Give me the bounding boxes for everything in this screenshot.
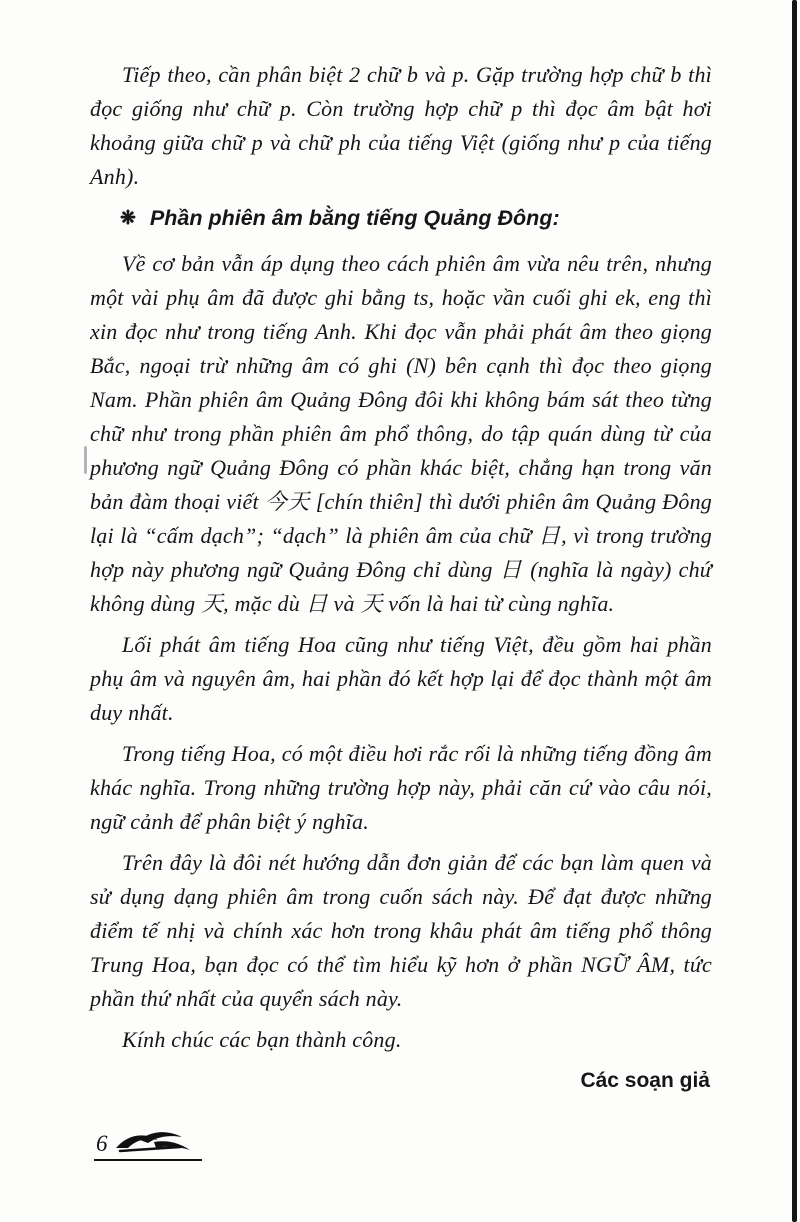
paragraph-intro: Tiếp theo, cần phân biệt 2 chữ b và p. Gặp trường hợp chữ b thì đọc giống như chữ p. Còn trường hợp chữ p thì đọc âm bật hơi khoảng giữa chữ p và chữ ph của tiếng Việt (giống như p của tiếng Anh). [90,62,712,189]
text-block [90,58,712,1093]
author-signature: Các soạn giả [580,1069,710,1092]
paragraph-body-2: Lối phát âm tiếng Hoa cũng như tiếng Việt, đều gồm hai phần phụ âm và nguyên âm, hai phần đó kết hợp lại để đọc thành một âm duy nhất. [90,632,712,725]
section-heading [90,201,712,237]
paragraph-body-3: Trong tiếng Hoa, có một điều hơi rắc rối là những tiếng đồng âm khác nghĩa. Trong những trường hợp này, phải căn cứ vào câu nói, ngữ cảnh để phân biệt ý nghĩa. [90,741,712,834]
paragraph-body-4: Trên đây là đôi nét hướng dẫn đơn giản để các bạn làm quen và sử dụng dạng phiên âm trong cuốn sách này. Để đạt được những điểm tế nhị và chính xác hơn trong khâu phát âm tiếng phổ thông Trung Hoa, bạn đọc có thể tìm hiểu kỹ hơn ở phần NGỮ ÂM, tức phần thứ nhất của quyển sách này. [90,850,712,1011]
scan-smudge-artifact [84,446,87,474]
section-heading-label: Phần phiên âm bằng tiếng Quảng Đông: [149,206,560,230]
page-number: 6 [96,1131,108,1156]
flower-bullet-icon: ❋ [120,208,136,229]
paragraph-closing: Kính chúc các bạn thành công. [122,1027,402,1052]
bird-flourish-icon [110,1128,196,1158]
page-footer [94,1128,202,1161]
paragraph-body-1: Về cơ bản vẫn áp dụng theo cách phiên âm vừa nêu trên, nhưng một vài phụ âm đã được ghi bằng ts, hoặc vần cuối ghi ek, eng thì xin đọc như trong tiếng Anh. Khi đọc vẫn phải phát âm theo giọng Bắc, ngoại trừ những âm có ghi (N) bên cạnh thì đọc theo giọng Nam. Phần phiên âm Quảng Đông đôi khi không bám sát theo từng chữ như trong phần phiên âm phổ thông, do tập quán dùng từ của phương ngữ Quảng Đông có phần khác biệt, chẳng hạn trong văn bản đàm thoại viết 今天 [chín thiên] thì dưới phiên âm Quảng Đông lại là “cấm dạch”; “dạch” là phiên âm của chữ 日, vì trong trường hợp này phương ngữ Quảng Đông chỉ dùng 日 (nghĩa là ngày) chứ không dùng 天, mặc dù 日 và 天 vốn là hai từ cùng nghĩa. [90,251,712,616]
scan-edge-artifact [792,0,797,1222]
